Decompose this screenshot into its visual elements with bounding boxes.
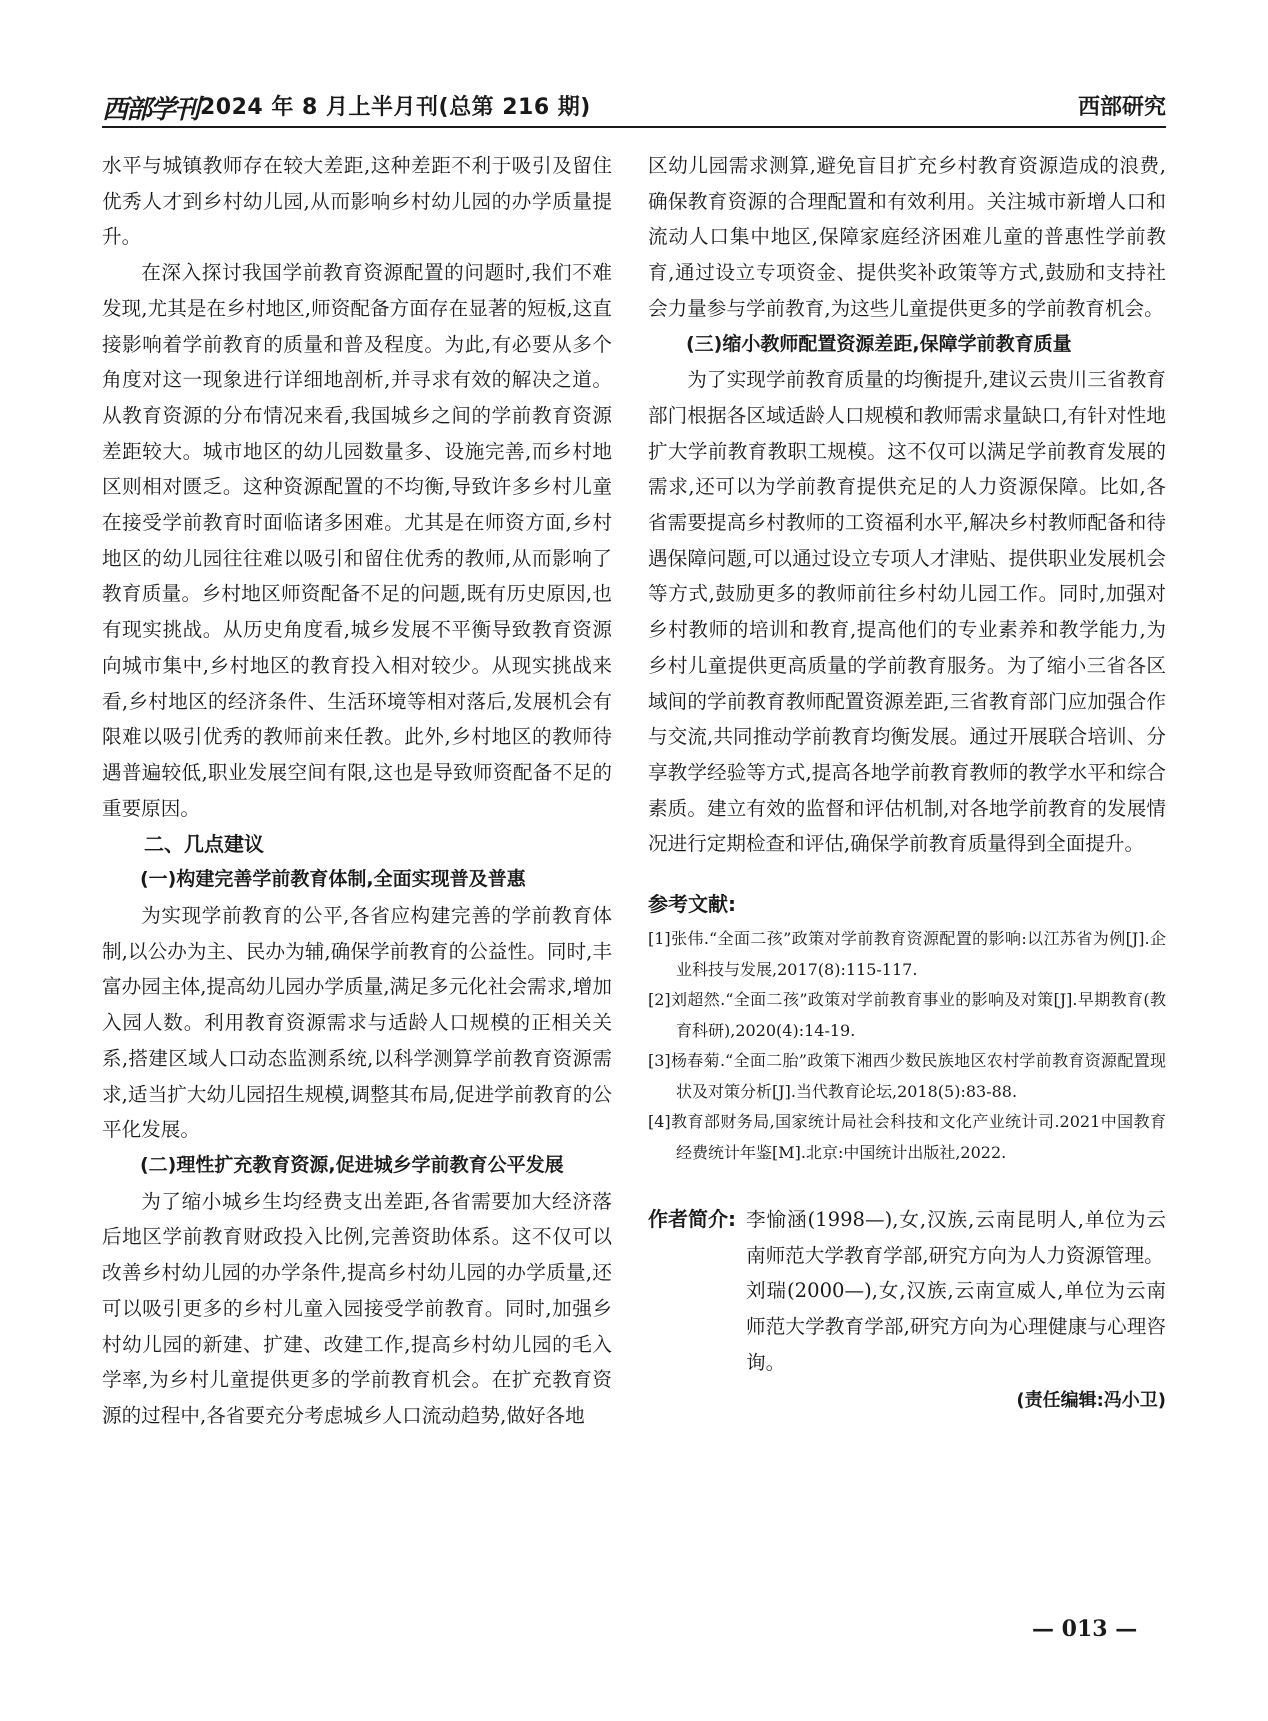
paragraph: 为了实现学前教育质量的均衡提升,建议云贵川三省教育部门根据各区域适龄人口规模和教师需求量缺口,有针对性地扩大学前教育教职工规模。这不仅可以满足学前教育发展的需求,还可以为学前教育提供充足的人力资源保障。比如,各省需要提高乡村教师的工资福利水平,解决乡村教师配备和待遇保障问题,可以通过设立专项人才津贴、提供职业发展机会等方式,鼓励更多的教师前往乡村幼儿园工作。同时,加强对乡村教师的培训和教育,提高他们的专业素养和教学能力,为乡村儿童提供更高质量的学前教育服务。为了缩小三省各区域间的学前教育教师配置资源差距,三省教育部门应加强合作与交流,共同推动学前教育均衡发展。通过开展联合培训、分享教学经验等方式,提高各地学前教育教师的教学水平和综合素质。建立有效的监督和评估机制,对各地学前教育的发展情况进行定期检查和评估,确保学前教育质量得到全面提升。 xyxy=(648,368,1166,856)
author-bio-text: 李愉涵(1998—),女,汉族,云南昆明人,单位为云南师范大学教育学部,研究方向为人力资源管理。 xyxy=(746,1208,1166,1267)
section-heading: 二、几点建议 xyxy=(144,832,264,857)
reference-item: [4]教育部财务局,国家统计局社会科技和文化产业统计司.2021中国教育经费统计年鉴[M].北京:中国统计出版社,2022. xyxy=(648,1112,1166,1162)
right-column xyxy=(648,148,1166,1419)
paragraph: 为了缩小城乡生均经费支出差距,各省需要加大经济落后地区学前教育财政投入比例,完善资助体系。这不仅可以改善乡村幼儿园的办学条件,提高乡村幼儿园的办学质量,还可以吸引更多的乡村儿童入园接受学前教育。同时,加强乡村幼儿园的新建、扩建、改建工作,提高乡村幼儿园的毛入学率,为乡村儿童提供更多的学前教育机会。在扩充教育资源的过程中,各省要充分考虑城乡人口流动趋势,做好各地 xyxy=(102,1189,612,1427)
issue-info: 2024 年 8 月上半月刊(总第 216 期) xyxy=(200,95,591,120)
paragraph: 水平与城镇教师存在较大差距,这种差距不利于吸引及留住优秀人才到乡村幼儿园,从而影响乡村幼儿园的办学质量提升。 xyxy=(102,154,612,249)
paragraph: 区幼儿园需求测算,避免盲目扩充乡村教育资源造成的浪费,确保教育资源的合理配置和有效利用。关注城市新增人口和流动人口集中地区,保障家庭经济困难儿童的普惠性学前教育,通过设立专项资金、提供奖补政策等方式,鼓励和支持社会力量参与学前教育,为这些儿童提供更多的学前教育机会。 xyxy=(648,154,1166,320)
reference-item: [1]张伟.“全面二孩”政策对学前教育资源配置的影响:以江苏省为例[J].企业科技与发展,2017(8):115-117. xyxy=(648,929,1166,979)
references-list xyxy=(648,924,1166,1168)
subsection-heading: (二)理性扩充教育资源,促进城乡学前教育公平发展 xyxy=(140,1153,564,1176)
author-bio-text: 刘瑞(2000—),女,汉族,云南宣威人,单位为云南师范大学教育学部,研究方向为心理健康与心理咨询。 xyxy=(746,1279,1166,1374)
subsection-heading: (三)缩小教师配置资源差距,保障学前教育质量 xyxy=(686,332,1072,355)
paragraph: 在深入探讨我国学前教育资源配置的问题时,我们不难发现,尤其是在乡村地区,师资配备方面存在显著的短板,这直接影响着学前教育的质量和普及程度。为此,有必要从多个角度对这一现象进行详细地剖析,并寻求有效的解决之道。从教育资源的分布情况来看,我国城乡之间的学前教育资源差距较大。城市地区的幼儿园数量多、设施完善,而乡村地区则相对匮乏。这种资源配置的不均衡,导致许多乡村儿童在接受学前教育时面临诸多困难。尤其是在师资方面,乡村地区的幼儿园往往难以吸引和留住优秀的教师,从而影响了教育质量。乡村地区师资配备不足的问题,既有历史原因,也有现实挑战。从历史角度看,城乡发展不平衡导致教育资源向城市集中,乡村地区的教育投入相对较少。从现实挑战来看,乡村地区的经济条件、生活环境等相对落后,发展机会有限难以吸引优秀的教师前来任教。此外,乡村地区的教师待遇普遍较低,职业发展空间有限,这也是导致师资配备不足的重要原因。 xyxy=(102,261,612,820)
reference-item: [3]杨春菊.“全面二胎”政策下湘西少数民族地区农村学前教育资源配置现状及对策分析[J].当代教育论坛,2018(5):83-88. xyxy=(648,1051,1166,1101)
author-bio xyxy=(648,1202,1166,1381)
left-column xyxy=(102,148,612,1434)
subsection-heading: (一)构建完善学前教育体制,全面实现普及普惠 xyxy=(140,868,526,891)
section-title: 西部研究 xyxy=(1077,95,1166,120)
author-bio-label: 作者简介: xyxy=(648,1207,736,1232)
page-number: — 013 — xyxy=(1032,1616,1138,1642)
page-header xyxy=(102,88,1166,128)
journal-logo: 西部学刊 xyxy=(102,95,199,125)
references-title: 参考文献: xyxy=(648,892,736,917)
responsible-editor: (责任编辑:冯小卫) xyxy=(1016,1389,1166,1411)
paragraph: 为实现学前教育的公平,各省应构建完善的学前教育体制,以公办为主、民办为辅,确保学前教育的公益性。同时,丰富办园主体,提高幼儿园办学质量,满足多元化社会需求,增加入园人数。利用教育资源需求与适龄人口规模的正相关关系,搭建区域人口动态监测系统,以科学测算学前教育资源需求,适当扩大幼儿园招生规模,调整其布局,促进学前教育的公平化发展。 xyxy=(102,904,612,1142)
reference-item: [2]刘超然.“全面二孩”政策对学前教育事业的影响及对策[J].早期教育(教育科研),2020(4):14-19. xyxy=(648,990,1166,1040)
